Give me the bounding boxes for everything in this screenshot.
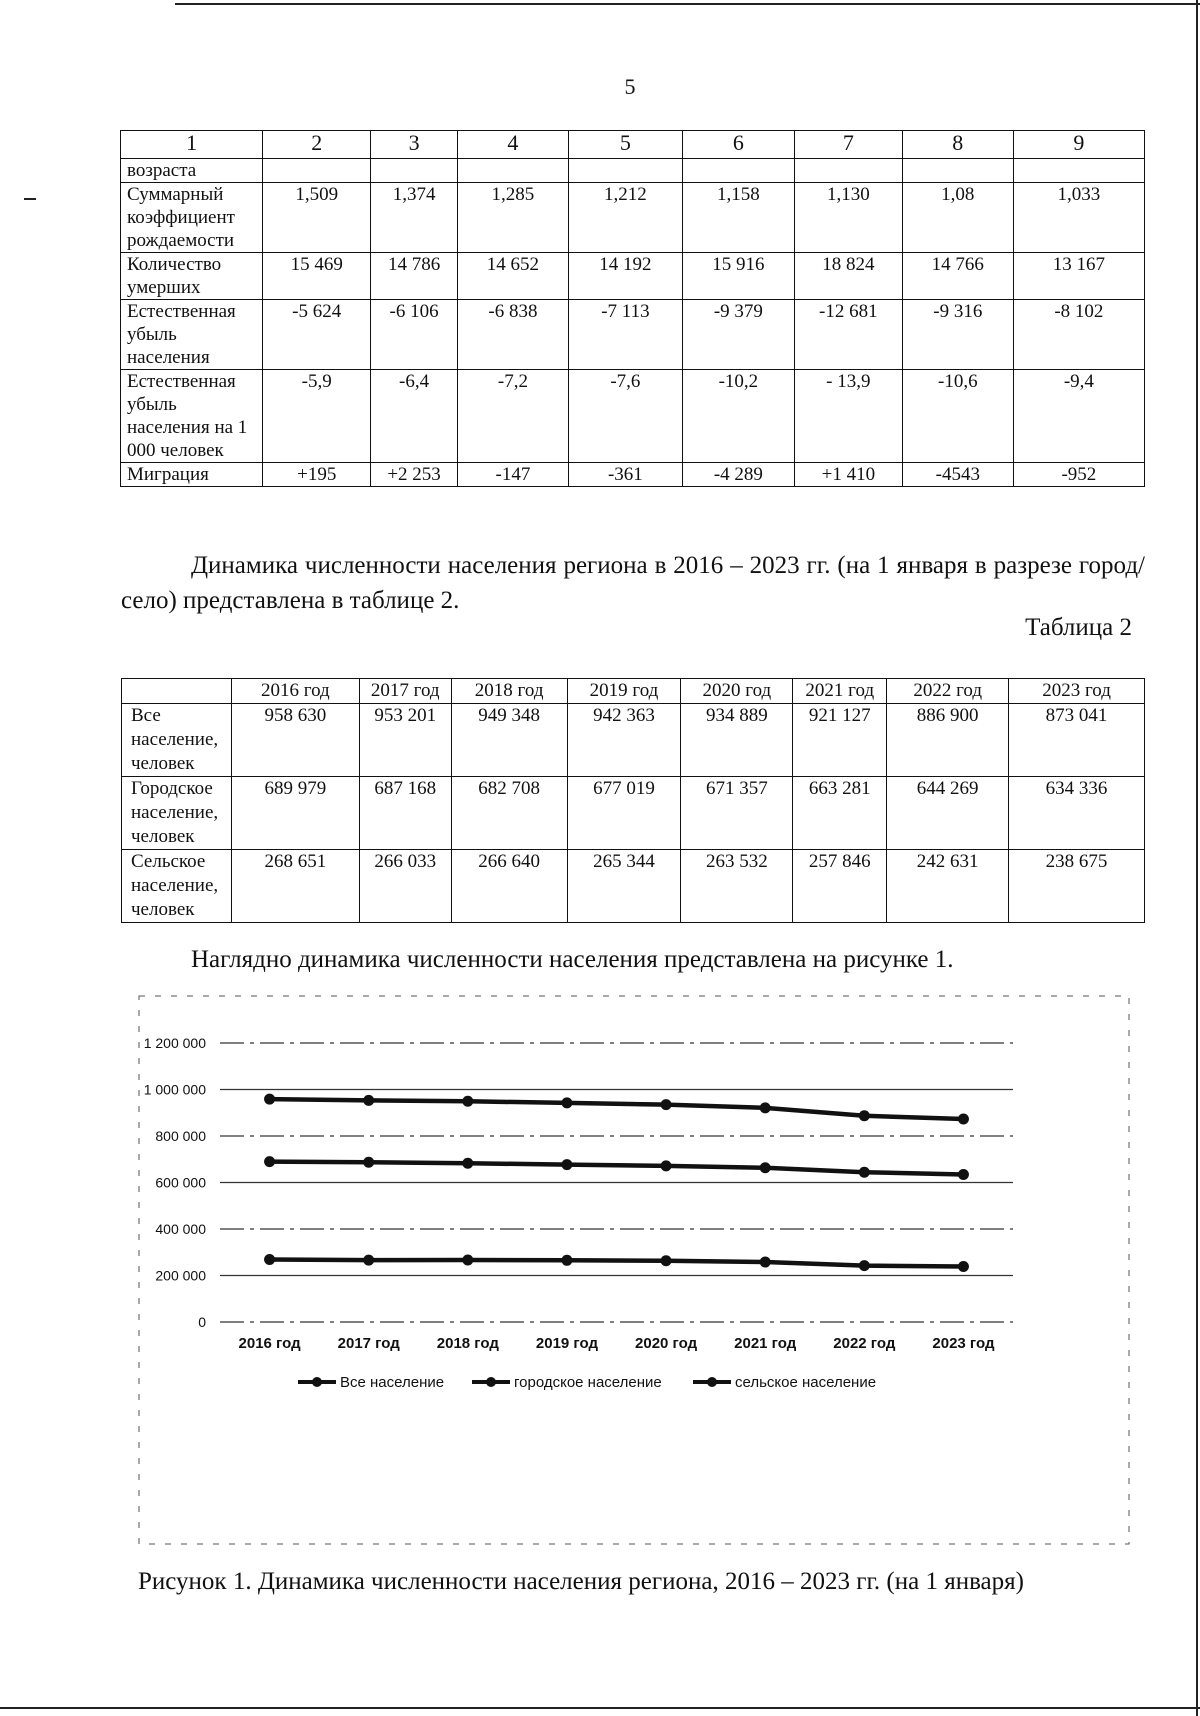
demographics-table-cell: 1,08 [902,183,1013,253]
demographics-table-cell: -9 379 [682,300,794,370]
chart-data-point [264,1094,275,1105]
chart-x-tick-label: 2023 год [932,1335,995,1352]
demographics-table-cell: -952 [1013,463,1144,487]
demographics-table-row [121,183,1145,253]
chart-legend-swatch-marker [486,1377,496,1387]
chart-legend-label: сельское население [735,1374,877,1391]
chart-data-point [760,1162,771,1173]
demographics-table-row-label: возраста [121,159,263,183]
demographics-table-row-label: Естественная убыль населения [121,300,263,370]
demographics-table-cell: 15 916 [682,253,794,300]
population-table-body [122,704,1145,923]
demographics-table-cell: - 13,9 [794,370,902,463]
population-table [121,678,1145,923]
demographics-table-cell: 14 786 [371,253,458,300]
demographics-table-cell: -10,6 [902,370,1013,463]
chart-data-point [760,1257,771,1268]
demographics-table-header [121,131,1145,159]
population-table-cell: 942 363 [567,704,681,777]
population-table-cell: 687 168 [359,777,451,850]
demographics-table-cell: -9 316 [902,300,1013,370]
demographics-table-cell: -6,4 [371,370,458,463]
demographics-table-cell [1013,159,1144,183]
demographics-table-cell: 1,033 [1013,183,1144,253]
population-table-cell: 953 201 [359,704,451,777]
population-table-row [122,777,1145,850]
chart-x-tick-label: 2016 год [238,1335,301,1352]
demographics-table-header-cell: 2 [263,131,371,159]
chart-y-tick-label: 800 000 [155,1128,206,1144]
demographics-table-cell: -4 289 [682,463,794,487]
demographics-table-cell [682,159,794,183]
demographics-table-cell: 15 469 [263,253,371,300]
population-table-header [122,679,1145,704]
chart-data-point [958,1114,969,1125]
demographics-table-row-label: Количество умерших [121,253,263,300]
chart-x-tick-label: 2019 год [535,1335,598,1352]
demographics-table-cell: 18 824 [794,253,902,300]
population-table-cell: 265 344 [567,850,681,923]
demographics-table-cell: 1,158 [682,183,794,253]
population-table-cell: 266 640 [451,850,567,923]
population-table-cell: 921 127 [793,704,887,777]
chart-data-point [264,1254,275,1265]
demographics-table-header-cell: 9 [1013,131,1144,159]
chart-y-tick-label: 1 200 000 [143,1035,206,1051]
demographics-table-cell: -5 624 [263,300,371,370]
population-table-row [122,850,1145,923]
demographics-table-cell: +195 [263,463,371,487]
population-table-cell: 873 041 [1009,704,1145,777]
population-table-row-label: Все население, человек [122,704,232,777]
chart-y-tick-label: 400 000 [155,1221,206,1237]
population-table-cell: 949 348 [451,704,567,777]
population-table-row-label: Сельское население, человек [122,850,232,923]
demographics-table-cell: -6 838 [457,300,568,370]
demographics-table-cell: -7,2 [457,370,568,463]
population-table-header-cell [122,679,232,704]
demographics-table-cell: 1,374 [371,183,458,253]
chart-data-point [264,1156,275,1167]
chart-data-point [561,1159,572,1170]
margin-mark [24,198,36,200]
chart-data-point [661,1255,672,1266]
demographics-table-row [121,300,1145,370]
demographics-table-row [121,463,1145,487]
population-table-cell: 677 019 [567,777,681,850]
demographics-table-cell [794,159,902,183]
demographics-table-row-label: Естественная убыль населения на 1 000 человек [121,370,263,463]
demographics-table-row [121,159,1145,183]
population-table-header-cell: 2020 год [681,679,793,704]
figure-caption: Рисунок 1. Динамика численности населения региона, 2016 – 2023 гг. (на 1 января) [138,1568,1024,1595]
demographics-table-cell: -7 113 [568,300,682,370]
demographics-table-cell: 1,285 [457,183,568,253]
population-table-cell: 634 336 [1009,777,1145,850]
population-table-cell: 934 889 [681,704,793,777]
population-table-cell: 268 651 [231,850,359,923]
demographics-table-cell: -8 102 [1013,300,1144,370]
demographics-table-row-label: Суммарный коэффициент рождаемости [121,183,263,253]
demographics-table-cell [568,159,682,183]
demographics-table-cell [263,159,371,183]
demographics-table-cell: 13 167 [1013,253,1144,300]
demographics-table-cell [457,159,568,183]
demographics-table-cell: -7,6 [568,370,682,463]
demographics-table-cell: 1,130 [794,183,902,253]
population-table-header-cell: 2019 год [567,679,681,704]
demographics-table-header-cell: 6 [682,131,794,159]
demographics-table-cell: -361 [568,463,682,487]
population-table-header-cell: 2017 год [359,679,451,704]
right-edge-line [1196,0,1198,1716]
top-edge-line [175,3,1200,5]
demographics-table-header-cell: 3 [371,131,458,159]
chart-x-tick-label: 2020 год [635,1335,698,1352]
population-chart [138,995,1130,1545]
demographics-table-cell: 1,212 [568,183,682,253]
chart-data-point [462,1096,473,1107]
demographics-table-cell [371,159,458,183]
chart-legend-swatch-marker [707,1377,717,1387]
demographics-table-cell: 1,509 [263,183,371,253]
chart-data-point [363,1255,374,1266]
demographics-table [120,130,1145,487]
demographics-table-cell: 14 766 [902,253,1013,300]
bottom-edge-line [0,1707,1200,1709]
chart-data-point [661,1099,672,1110]
chart-data-point [561,1097,572,1108]
demographics-table-cell: +1 410 [794,463,902,487]
demographics-table-cell: -5,9 [263,370,371,463]
demographics-table-row [121,370,1145,463]
population-table-cell: 689 979 [231,777,359,850]
population-table-cell: 266 033 [359,850,451,923]
demographics-table-cell [902,159,1013,183]
chart-legend-label: Все население [340,1374,445,1391]
chart-data-point [561,1255,572,1266]
chart-x-tick-label: 2022 год [833,1335,896,1352]
population-table-header-cell: 2023 год [1009,679,1145,704]
demographics-table-cell: 14 192 [568,253,682,300]
table2-caption: Таблица 2 [1025,614,1132,641]
demographics-table-row-label: Миграция [121,463,263,487]
population-chart-svg [138,995,1130,1545]
demographics-table-cell: 14 652 [457,253,568,300]
population-table-header-cell: 2022 год [887,679,1009,704]
chart-y-tick-label: 200 000 [155,1267,206,1284]
population-table-header-cell: 2018 год [451,679,567,704]
chart-data-point [363,1095,374,1106]
chart-legend-label: городское население [514,1374,662,1391]
chart-data-point [760,1102,771,1113]
page-number: 5 [624,74,636,99]
population-table-cell: 242 631 [887,850,1009,923]
population-table-cell: 682 708 [451,777,567,850]
chart-y-tick-label: 1 000 000 [143,1081,206,1098]
chart-y-tick-label: 0 [198,1314,206,1330]
demographics-table-header-cell: 7 [794,131,902,159]
population-table-header-cell: 2016 год [231,679,359,704]
chart-x-tick-label: 2017 год [337,1335,400,1352]
demographics-table-header-cell: 5 [568,131,682,159]
chart-data-point [859,1167,870,1178]
demographics-table-header-cell: 8 [902,131,1013,159]
chart-frame [139,996,1129,1544]
population-table-cell: 644 269 [887,777,1009,850]
population-table-cell: 663 281 [793,777,887,850]
population-table-cell: 886 900 [887,704,1009,777]
population-table-cell: 958 630 [231,704,359,777]
demographics-table-header-cell: 1 [121,131,263,159]
demographics-table-header-row [121,131,1145,159]
demographics-table-cell: -6 106 [371,300,458,370]
population-table-cell: 263 532 [681,850,793,923]
demographics-table-cell: -9,4 [1013,370,1144,463]
paragraph-figure-intro: Наглядно динамика численности населения представлена на рисунке 1. [191,946,954,973]
demographics-table-cell: +2 253 [371,463,458,487]
chart-data-point [661,1160,672,1171]
population-table-cell: 238 675 [1009,850,1145,923]
paragraph-dynamics-intro: Динамика численности населения региона в 2016 – 2023 гг. (на 1 января в разрезе город/село) представлена в таблице 2. [121,552,1145,614]
demographics-table-header-cell: 4 [457,131,568,159]
chart-data-point [462,1158,473,1169]
chart-x-tick-label: 2018 год [436,1335,499,1352]
demographics-table-row [121,253,1145,300]
chart-data-point [958,1261,969,1272]
demographics-table-cell: -10,2 [682,370,794,463]
chart-data-point [958,1169,969,1180]
population-table-cell: 257 846 [793,850,887,923]
population-table-header-row [122,679,1145,704]
population-table-row-label: Городское население, человек [122,777,232,850]
chart-y-tick-label: 600 000 [155,1174,206,1191]
population-table-cell: 671 357 [681,777,793,850]
population-table-header-cell: 2021 год [793,679,887,704]
population-table-row [122,704,1145,777]
chart-x-tick-label: 2021 год [734,1335,797,1352]
demographics-table-body [121,159,1145,487]
chart-data-point [363,1157,374,1168]
demographics-table-cell: -147 [457,463,568,487]
chart-legend-swatch-marker [312,1377,322,1387]
chart-data-point [859,1110,870,1121]
demographics-table-cell: -12 681 [794,300,902,370]
chart-data-point [462,1255,473,1266]
demographics-table-cell: -4543 [902,463,1013,487]
chart-data-point [859,1260,870,1271]
